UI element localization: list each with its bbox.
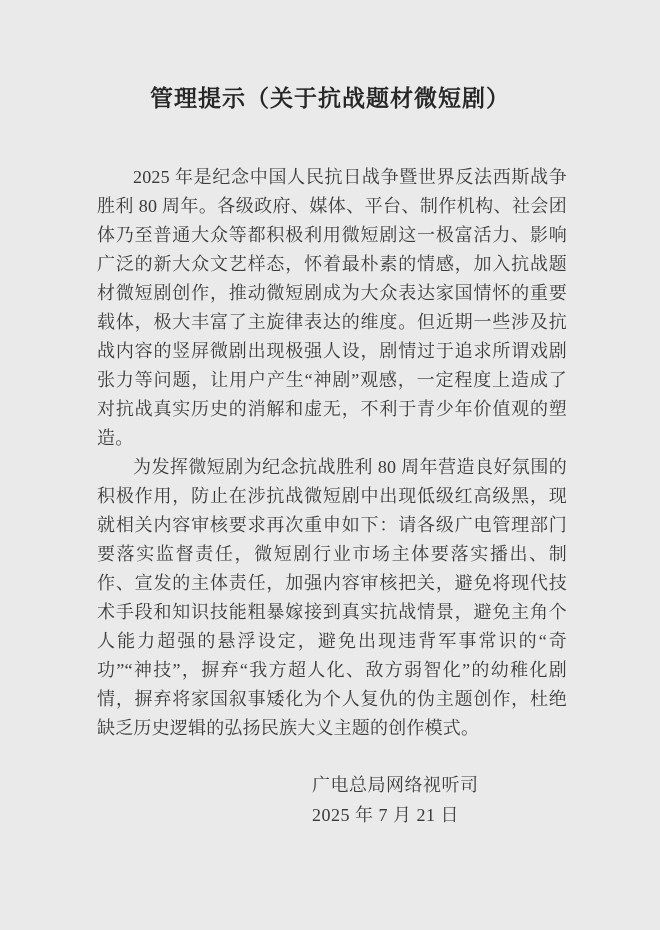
paragraph-2: 为发挥微短剧为纪念抗战胜利 80 周年营造良好氛围的积极作用，防止在涉抗战微短剧中出现低级红高级黑，现就相关内容审核要求再次重申如下：请各级广电管理部门要落实监督责任，微短剧行业市场主体要落实播出、制作、宣发的主体责任，加强内容审核把关，避免将现代技术手段和知识技能粗暴嫁接到真实抗战情景，避免主角个人能力超强的悬浮设定，避免出现违背军事常识的“奇功”“神技”，摒弃“我方超人化、敌方弱智化”的幼稚化剧情，摒弃将家国叙事矮化为个人复仇的伪主题创作，杜绝缺乏历史逻辑的弘扬民族大义主题的创作模式。 bbox=[97, 457, 567, 738]
document-body bbox=[97, 163, 567, 743]
paragraph-1: 2025 年是纪念中国人民抗日战争暨世界反法西斯战争胜利 80 周年。各级政府、媒体、平台、制作机构、社会团体乃至普通大众等都积极利用微短剧这一极富活力、影响广泛的新大众文艺样态，怀着最朴素的情感，加入抗战题材微短剧创作，推动微短剧成为大众表达家国情怀的重要载体，极大丰富了主旋律表达的维度。但近期一些涉及抗战内容的竖屏微剧出现极强人设，剧情过于追求所谓戏剧张力等问题，让用户产生“神剧”观感，一定程度上造成了对抗战真实历史的消解和虚无，不利于青少年价值观的塑造。 bbox=[97, 167, 567, 448]
date: 2025 年 7 月 21 日 bbox=[312, 805, 459, 825]
signature: 广电总局网络视听司 bbox=[312, 775, 479, 795]
signature-block bbox=[312, 770, 660, 830]
document-title: 管理提示（关于抗战题材微短剧） bbox=[150, 86, 510, 111]
